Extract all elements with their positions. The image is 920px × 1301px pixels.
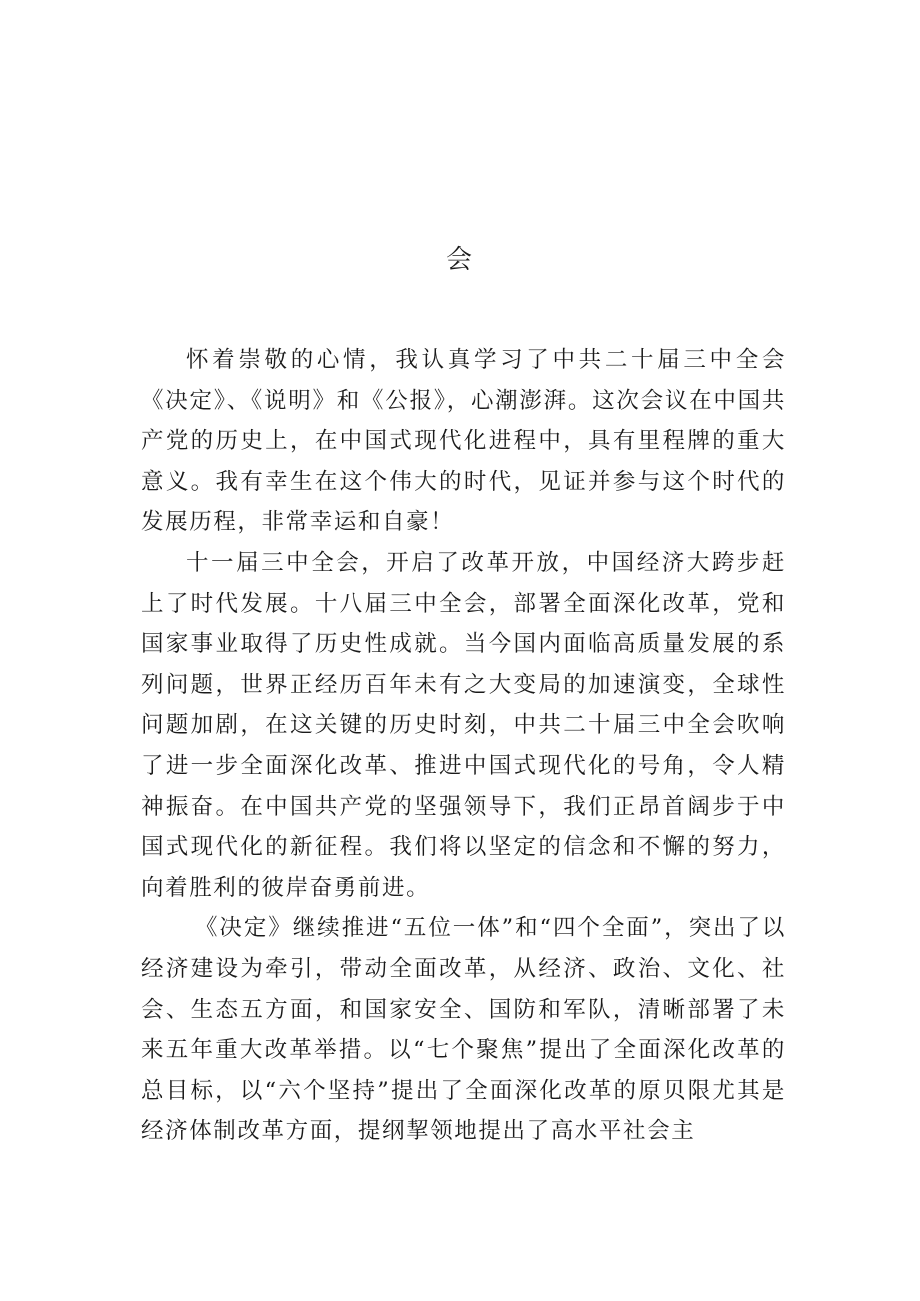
paragraph-3: 《决定》继续推进“五位一体”和“四个全面”，突出了以经济建设为牵引，带动全面改革，从经济、政治、文化、社会、生态五方面，和国家安全、国防和军队，清晰部署了未来五年重大改革举措。以“七个聚焦”提出了全面深化改革的总目标，以“六个坚持”提出了全面深化改革的原贝限尤其是经济体制改革方面，提纲挈领地提出了高水平社会主 [141, 915, 786, 1145]
document-body [141, 340, 786, 1152]
paragraph-2: 十一届三中全会，开启了改革开放，中国经济大跨步赶上了时代发展。十八届三中全会，部署全面深化改革，党和国家事业取得了历史性成就。当今国内面临高质量发展的系列问题，世界正经历百年未有之大变局的加速演变，全球性问题加剧，在这关键的历史时刻，中共二十届三中全会吹响了进一步全面深化改革、推进中国式现代化的号角，令人精神振奋。在中国共产党的坚强领导下，我们正昂首阔步于中国式现代化的新征程。我们将以坚定的信念和不懈的努力，向着胜利的彼岸奋勇前进。 [141, 549, 786, 901]
document-heading: 会 [445, 245, 474, 275]
paragraph-1: 怀着崇敬的心情，我认真学习了中共二十届三中全会《决定》、《说明》和《公报》，心潮澎湃。这次会议在中国共产党的历史上，在中国式现代化进程中，具有里程牌的重大意义。我有幸生在这个伟大的时代，见证并参与这个时代的发展历程，非常幸运和自豪！ [141, 347, 786, 536]
